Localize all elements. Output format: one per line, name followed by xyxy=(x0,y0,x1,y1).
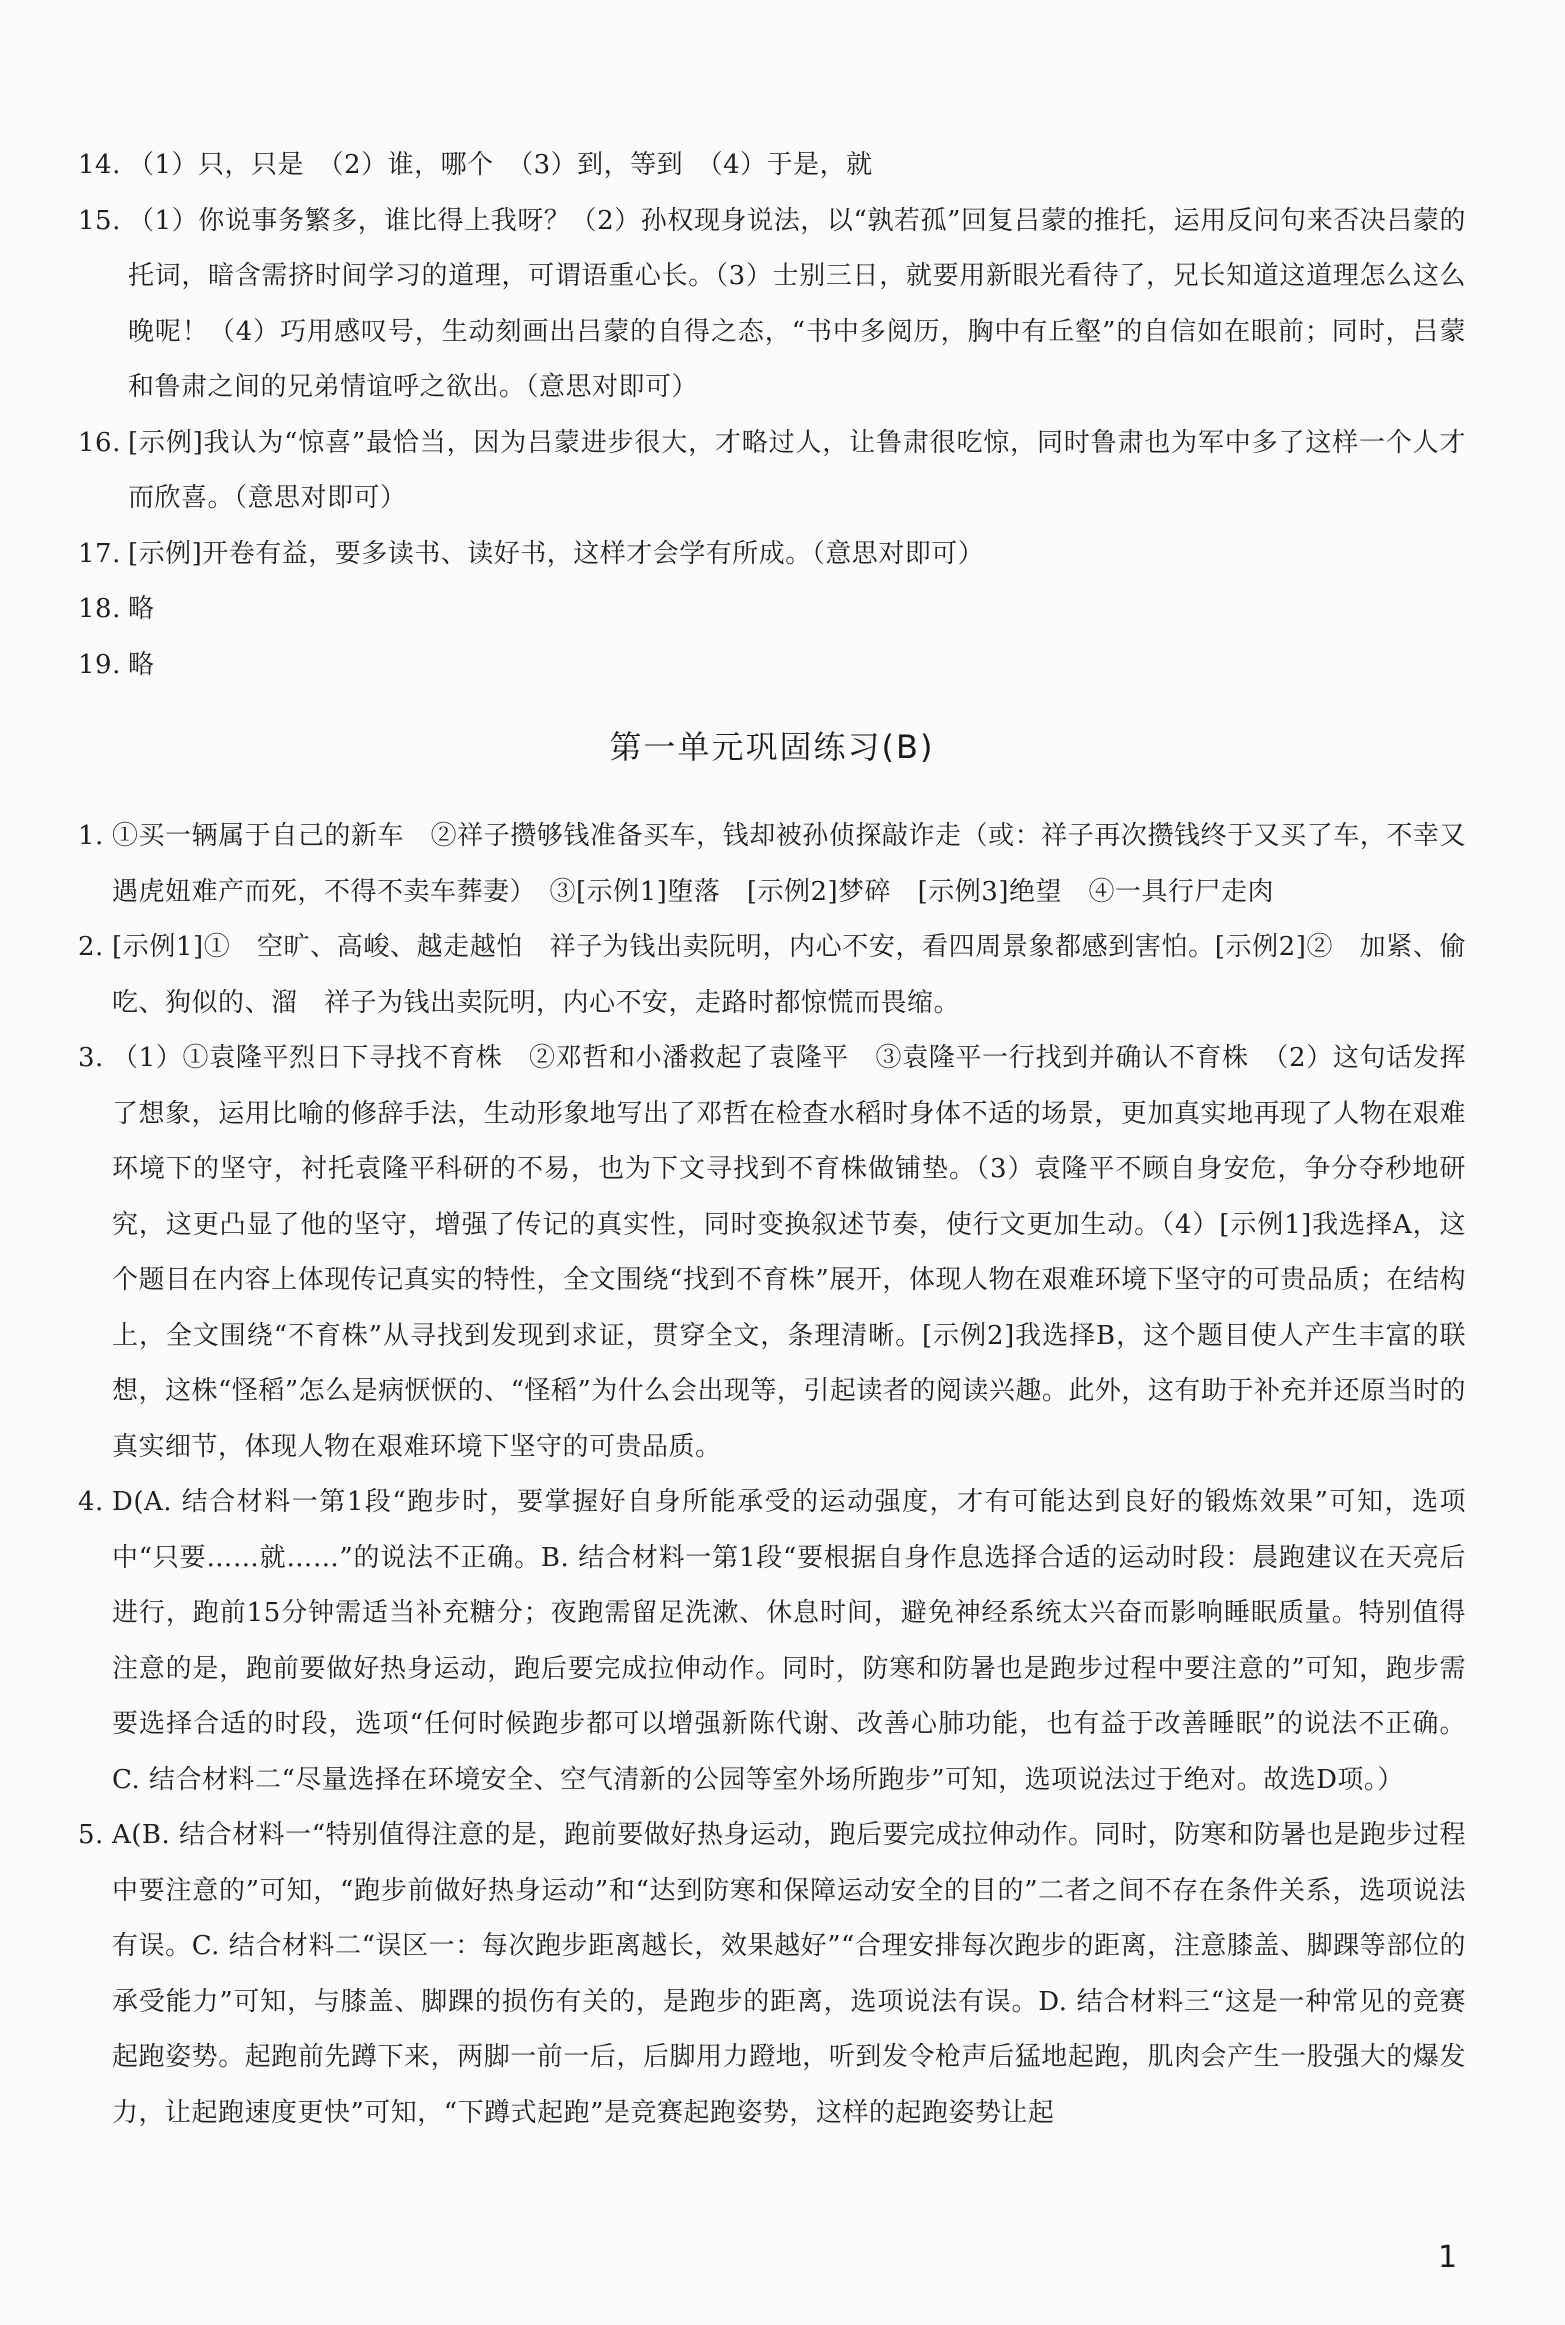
item-text: 略 xyxy=(128,594,155,624)
item-text: （1）只，只是 （2）谁，哪个 （3）到，等到 （4）于是，就 xyxy=(128,150,873,180)
answer-item-18 xyxy=(78,582,1466,638)
item-text: [示例]我认为“惊喜”最恰当，因为吕蒙进步很大，才略过人，让鲁肃很吃惊，同时鲁肃也为军中多了这样一个人才而欣喜。（意思对即可） xyxy=(128,427,1466,513)
answer-item-15 xyxy=(78,194,1466,416)
item-number: 15. xyxy=(78,205,121,236)
answer-item-14 xyxy=(78,138,1466,194)
item-number: 14. xyxy=(78,150,121,180)
item-number: 2. xyxy=(78,932,104,962)
answer-item-3 xyxy=(78,1031,1466,1475)
item-text: ①买一辆属于自己的新车 ②祥子攒够钱准备买车，钱却被孙侦探敲诈走（或：祥子再次攒钱终于又买了车，不幸又遇虎妞难产而死，不得不卖车葬妻） ③[示例1]堕落 [示例2]梦碎 [示例3]绝望 ④一具行尸走肉 xyxy=(112,821,1466,907)
item-text: （1）①袁隆平烈日下寻找不育株 ②邓哲和小潘救起了袁隆平 ③袁隆平一行找到并确认不育株 （2）这句话发挥了想象，运用比喻的修辞手法，生动形象地写出了邓哲在检查水稻时身体不适的场景，更加真实地再现了人物在艰难环境下的坚守，衬托袁隆平科研的不易，也为下文寻找到不育株做铺垫。（3）袁隆平不顾自身安危，争分夺秒地研究，这更凸显了他的坚守，增强了传记的真实性，同时变换叙述节奏，使行文更加生动。（4）[示例1]我选择A，这个题目在内容上体现传记真实的特性，全文围绕“找到不育株”展开，体现人物在艰难环境下坚守的可贵品质；在结构上，全文围绕“不育株”从寻找到发现到求证，贯穿全文，条理清晰。[示例2]我选择B，这个题目使人产生丰富的联想，这株“怪稻”怎么是病恹恹的、“怪稻”为什么会出现等，引起读者的阅读兴趣。此外，这有助于补充并还原当时的真实细节，体现人物在艰难环境下坚守的可贵品质。 xyxy=(112,1043,1466,1462)
item-text: 略 xyxy=(128,649,155,680)
answer-item-17 xyxy=(78,527,1466,583)
page-number: 1 xyxy=(1438,2240,1458,2275)
answer-content xyxy=(78,138,1466,2141)
item-text: [示例]开卷有益，要多读书、读好书，这样才会学有所成。（意思对即可） xyxy=(128,538,985,569)
item-number: 17. xyxy=(78,538,121,569)
item-number: 3. xyxy=(78,1043,104,1073)
item-number: 16. xyxy=(78,427,121,458)
item-number: 19. xyxy=(78,649,121,680)
answer-item-4 xyxy=(78,1475,1466,1808)
section-title: 第一单元巩固练习(B) xyxy=(609,728,935,766)
item-text: [示例1]① 空旷、高峻、越走越怕 祥子为钱出卖阮明，内心不安，看四周景象都感到害怕。[示例2]② 加紧、偷吃、狗似的、溜 祥子为钱出卖阮明，内心不安，走路时都惊慌而畏缩。 xyxy=(112,932,1466,1018)
item-text: （1）你说事务繁多，谁比得上我呀？（2）孙权现身说法，以“孰若孤”回复吕蒙的推托，运用反问句来否决吕蒙的托词，暗含需挤时间学习的道理，可谓语重心长。（3）士别三日，就要用新眼光看待了，兄长知道这道理怎么这么晚呢！（4）巧用感叹号，生动刻画出吕蒙的自得之态，“书中多阅历，胸中有丘壑”的自信如在眼前；同时，吕蒙和鲁肃之间的兄弟情谊呼之欲出。（意思对即可） xyxy=(128,205,1466,402)
item-number: 5. xyxy=(78,1820,104,1850)
answer-item-19 xyxy=(78,638,1466,694)
answer-item-16 xyxy=(78,416,1466,527)
item-number: 18. xyxy=(78,594,121,624)
answer-item-2 xyxy=(78,920,1466,1031)
item-text: D(A. 结合材料一第1段“跑步时，要掌握好自身所能承受的运动强度，才有可能达到良好的锻炼效果”可知，选项中“只要……就……”的说法不正确。B. 结合材料一第1段“要根据自身作息选择合适的运动时段：晨跑建议在天亮后进行，跑前15分钟需适当补充糖分；夜跑需留足洗漱、休息时间，避免神经系统太兴奋而影响睡眠质量。特别值得注意的是，跑前要做好热身运动，跑后要完成拉伸动作。同时，防寒和防暑也是跑步过程中要注意的”可知，跑步需要选择合适的时段，选项“任何时候跑步都可以增强新陈代谢、改善心肺功能，也有益于改善睡眠”的说法不正确。C. 结合材料二“尽量选择在环境安全、空气清新的公园等室外场所跑步”可知，选项说法过于绝对。故选D项。） xyxy=(112,1487,1466,1795)
item-text: A(B. 结合材料一“特别值得注意的是，跑前要做好热身运动，跑后要完成拉伸动作。同时，防寒和防暑也是跑步过程中要注意的”可知，“跑步前做好热身运动”和“达到防寒和保障运动安全的目的”二者之间不存在条件关系，选项说法有误。C. 结合材料二“误区一：每次跑步距离越长，效果越好”“合理安排每次跑步的距离，注意膝盖、脚踝等部位的承受能力”可知，与膝盖、脚踝的损伤有关的，是跑步的距离，选项说法有误。D. 结合材料三“这是一种常见的竞赛起跑姿势。起跑前先蹲下来，两脚一前一后，后脚用力蹬地，听到发令枪声后猛地起跑，肌肉会产生一股强大的爆发力，让起跑速度更快”可知，“下蹲式起跑”是竞赛起跑姿势，这样的起跑姿势让起 xyxy=(112,1820,1466,2128)
item-number: 1. xyxy=(78,821,104,851)
answer-item-5 xyxy=(78,1808,1466,2141)
item-number: 4. xyxy=(78,1487,104,1517)
answer-item-1 xyxy=(78,809,1466,920)
